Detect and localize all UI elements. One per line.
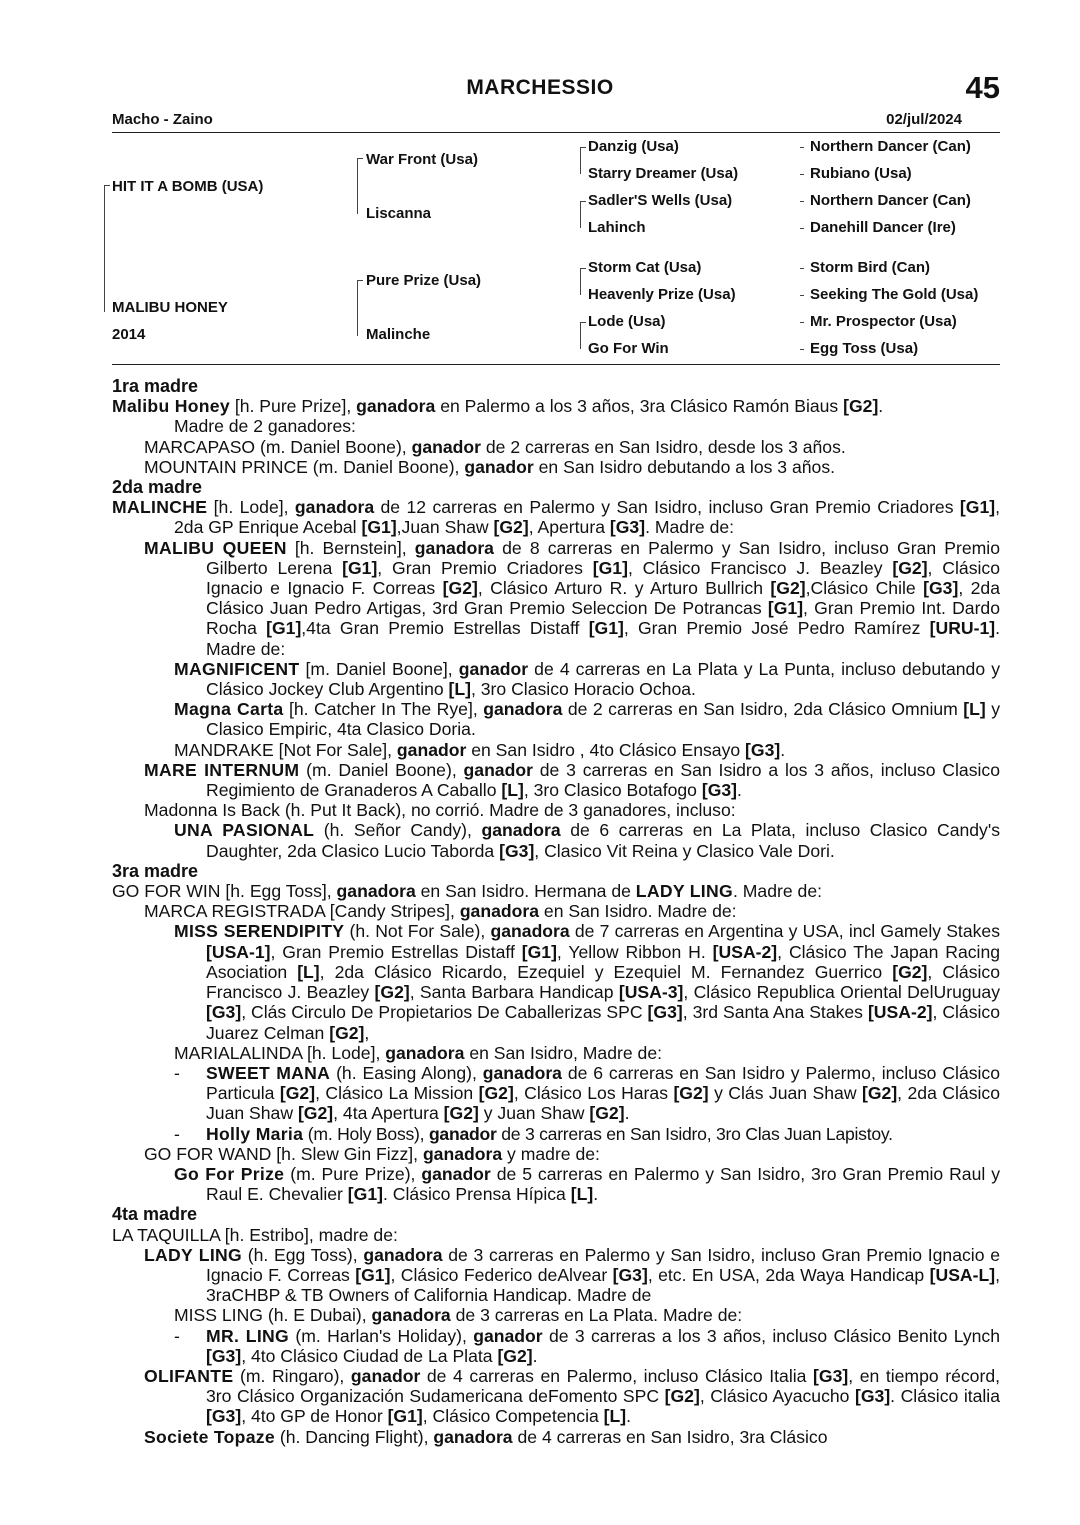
- progeny-entry: [112, 1305, 1000, 1325]
- emphasis: [G2]: [861, 1083, 898, 1104]
- text-run: (m. Harlan's Holiday),: [289, 1325, 474, 1346]
- page-number: 45: [965, 70, 1000, 105]
- text-run: de 3 carreras en La Plata. Madre de:: [450, 1305, 743, 1326]
- progeny-entry: [112, 1043, 1000, 1063]
- emphasis: [G1]: [266, 618, 302, 639]
- dash: [800, 322, 804, 323]
- text-run: ,: [364, 1022, 370, 1043]
- emphasis: ganadora: [422, 1143, 503, 1164]
- text-run: . Madre de:: [206, 618, 1000, 659]
- text-run: de 2 carreras en San Isidro, desde los 3 años.: [480, 436, 846, 457]
- text-run: . Madre de:: [645, 517, 735, 538]
- text-run: , 4to GP de Honor: [241, 1406, 388, 1427]
- text-run: en San Isidro. Madre de:: [539, 901, 737, 922]
- text-run: . Clásico italia: [890, 1386, 1001, 1407]
- horse-name: Magna Carta: [174, 699, 284, 720]
- emphasis: [G2]: [843, 396, 879, 417]
- text-run: de 2 carreras en San Isidro, 2da Clásico Omnium: [562, 699, 964, 720]
- text-run: , Clásico Federico deAlvear: [390, 1264, 613, 1285]
- text-run: .: [593, 1184, 599, 1205]
- dam-entry: [112, 881, 1000, 901]
- horse-name: SWEET MANA: [206, 1062, 331, 1083]
- g4-8: Egg Toss (Usa): [810, 340, 919, 357]
- g4-7: Mr. Prospector (Usa): [810, 313, 957, 330]
- text-run: de 8 carreras en Palermo y San Isidro, incluso Gran Premio Gilberto Lerena: [206, 537, 1000, 578]
- sire: HIT IT A BOMB (USA): [112, 178, 264, 195]
- emphasis: ganador: [428, 1123, 497, 1144]
- emphasis: [G1]: [592, 557, 628, 578]
- text-run: , 3ro Clasico Botafogo: [523, 780, 702, 801]
- g2-1: War Front (Usa): [366, 151, 478, 168]
- g3-6: Heavenly Prize (Usa): [588, 286, 736, 303]
- text-run: , Clásico Arturo R. y Arturo Bullrich: [477, 578, 771, 599]
- horse-name: MARE INTERNUM: [144, 759, 300, 780]
- text-run: , Yellow Ribbon H.: [556, 941, 713, 962]
- horse-name: Societe Topaze: [144, 1426, 275, 1447]
- horse-name: MAGNIFICENT: [174, 658, 300, 679]
- emphasis: [G3]: [701, 780, 738, 801]
- text-run: de 4 carreras en La Plata y La Punta, incluso debutando y Clásico Jockey Club Argentino: [206, 658, 1000, 700]
- dam-entry: [112, 497, 1000, 537]
- dam-entry: LA TAQUILLA [h. Estribo], madre de:: [112, 1224, 398, 1245]
- emphasis: ganadora: [371, 1305, 451, 1326]
- text-run: en Palermo a los 3 años, 3ra Clásico Ramón Biaus: [435, 396, 844, 417]
- emphasis: [G2]: [892, 557, 928, 578]
- progeny-entry: [112, 437, 1000, 457]
- g3-5: Storm Cat (Usa): [588, 259, 702, 276]
- text-run: , Clasico Vit Reina y Clasico Vale Dori.: [534, 840, 835, 861]
- g3-3: Sadler'S Wells (Usa): [588, 192, 733, 209]
- dash: [800, 201, 804, 202]
- dash: -: [174, 1062, 180, 1083]
- text-run: [m. Daniel Boone],: [299, 658, 459, 679]
- g3-2: Starry Dreamer (Usa): [588, 165, 739, 182]
- horse-name: LADY LING: [144, 1244, 243, 1265]
- section-heading: 3ra madre: [112, 860, 199, 881]
- text-run: , 2da Clásico Ricardo, Ezequiel y Ezequiel M. Fernandez Guerrico: [319, 961, 893, 982]
- text-run: , Clásico Ayacucho: [699, 1386, 855, 1407]
- horse-name: OLIFANTE: [144, 1365, 234, 1386]
- emphasis: [USA-1]: [206, 941, 271, 962]
- emphasis: ganadora: [414, 537, 494, 558]
- dash: [800, 295, 804, 296]
- text-run: y Clasico Empiric, 4ta Clasico Doria.: [206, 699, 1001, 740]
- g4-4: Danehill Dancer (Ire): [810, 219, 956, 236]
- progeny-entry: [112, 1366, 1000, 1427]
- text-run: y madre de:: [502, 1143, 600, 1164]
- progeny-entry: [112, 1124, 1000, 1144]
- progeny-entry: [112, 1245, 1000, 1306]
- g4-5: Storm Bird (Can): [810, 259, 930, 276]
- text-run: [h. Lode],: [207, 497, 295, 518]
- emphasis: [G3]: [206, 1406, 242, 1427]
- text-run: (h. Easing Along),: [330, 1062, 483, 1083]
- emphasis: [URU-1]: [929, 618, 996, 639]
- emphasis: ganadora: [363, 1244, 443, 1265]
- emphasis: [G2]: [770, 578, 806, 599]
- text-run: de 3 carreras en Palermo y San Isidro, incluso Gran Premio Ignacio e Ignacio F. Correas: [206, 1244, 1000, 1285]
- progeny-entry: [112, 538, 1000, 659]
- g3-8: Go For Win: [588, 340, 669, 357]
- emphasis: ganadora: [356, 396, 436, 417]
- emphasis: ganador: [421, 1163, 491, 1184]
- text-run: . Madre de:: [733, 881, 822, 902]
- text-run: , Clásico Francisco J. Beazley: [206, 961, 1001, 1003]
- text-run: MARCA REGISTRADA [Candy Stripes],: [144, 901, 460, 922]
- emphasis: [G2]: [478, 1083, 514, 1104]
- text-run: GO FOR WIN [h. Egg Toss],: [112, 881, 337, 902]
- pedigree-bracket-1: [104, 185, 110, 312]
- progeny-entry: [112, 1326, 1000, 1366]
- pedigree-rule: [112, 364, 1000, 365]
- emphasis: ganadora: [336, 881, 416, 902]
- text-run: MARIALALINDA [h. Lode],: [174, 1042, 386, 1063]
- dam-entry: [112, 396, 1000, 416]
- text-run: , 2da GP Enrique Acebal: [174, 497, 1000, 538]
- emphasis: [G2]: [443, 1103, 479, 1124]
- emphasis: [G1]: [347, 1184, 383, 1205]
- emphasis: [G2]: [329, 1022, 365, 1043]
- text-run: , Clás Circulo De Propietarios De Caballerizas SPC: [241, 1002, 648, 1023]
- emphasis: [G2]: [297, 1103, 334, 1124]
- emphasis: [G1]: [387, 1406, 423, 1427]
- dash: [800, 349, 804, 350]
- progeny-entry: [112, 1427, 1000, 1447]
- emphasis: [G1]: [355, 1264, 391, 1285]
- pedigree-bracket-5: [580, 201, 586, 228]
- text-run: (m. Holy Boss),: [303, 1123, 429, 1144]
- emphasis: ganadora: [433, 1426, 513, 1447]
- emphasis: [G3]: [206, 1002, 242, 1023]
- emphasis: [G1]: [521, 941, 557, 962]
- emphasis: ganador: [350, 1365, 421, 1386]
- g2-2: Liscanna: [366, 205, 432, 222]
- emphasis: ganador: [411, 436, 481, 457]
- dam: MALIBU HONEY: [112, 299, 228, 316]
- emphasis: [G3]: [813, 1365, 849, 1386]
- text-run: MANDRAKE [Not For Sale],: [174, 739, 397, 760]
- horse-name: Malibu Honey: [112, 396, 230, 417]
- text-run: en San Isidro, Madre de:: [464, 1042, 662, 1063]
- text-run: , Clásico Francisco J. Beazley: [627, 557, 893, 578]
- report-date: 02/jul/2024: [886, 111, 962, 128]
- horse-name: MR. LING: [206, 1325, 290, 1346]
- dash: [800, 174, 804, 175]
- progeny-entry: [112, 901, 1000, 921]
- progeny-entry: [112, 1063, 1000, 1124]
- emphasis: ganadora: [481, 820, 561, 841]
- text-run: , 3ro Clasico Horacio Ochoa.: [471, 679, 696, 700]
- text-run: , Clásico Juarez Celman: [206, 1002, 1001, 1043]
- text-run: (h. Señor Candy),: [314, 820, 482, 841]
- g4-3: Northern Dancer (Can): [810, 192, 971, 209]
- text-run: (h. Egg Toss),: [242, 1244, 364, 1265]
- text-run: , Gran Premio José Pedro Ramírez: [623, 618, 930, 639]
- text-run: GO FOR WAND [h. Slew Gin Fizz],: [144, 1143, 423, 1164]
- emphasis: ganador: [458, 658, 529, 679]
- g4-1: Northern Dancer (Can): [810, 138, 971, 155]
- horse-name-title: MARCHESSIO: [466, 76, 614, 99]
- progeny-entry: [112, 457, 1000, 477]
- text-run: (m. Daniel Boone),: [299, 759, 464, 780]
- emphasis: [L]: [963, 699, 986, 720]
- pedigree-bracket-4: [580, 147, 586, 174]
- emphasis: [L]: [603, 1406, 627, 1427]
- g2-4: Malinche: [366, 326, 431, 343]
- progeny-entry: [112, 659, 1000, 699]
- text-run: , 3raCHBP & TB Owners of California Handicap. Madre de: [206, 1264, 1000, 1306]
- text-run: , Gran Premio Criadores: [377, 557, 593, 578]
- emphasis: [G3]: [612, 1264, 648, 1285]
- text-run: .: [878, 396, 884, 417]
- progeny-entry: [112, 921, 1000, 1042]
- dash: [800, 228, 804, 229]
- text-run: , 2da Clásico Juan Shaw: [206, 1083, 1000, 1124]
- emphasis: [USA-2]: [867, 1002, 933, 1023]
- text-run: .: [737, 780, 742, 801]
- emphasis: [G2]: [374, 982, 410, 1003]
- emphasis: [G2]: [673, 1083, 709, 1104]
- progeny-entry: Madonna Is Back (h. Put It Back), no corrió. Madre de 3 ganadores, incluso:: [144, 800, 736, 821]
- g4-2: Rubiano (Usa): [810, 165, 912, 182]
- dash: -: [174, 1123, 180, 1144]
- progeny-entry: [112, 820, 1000, 860]
- header-rule: [112, 132, 1000, 133]
- text-run: , 2da Clásico Juan Pedro Artigas, 3rd Gran Premio Seleccion De Potrancas: [206, 578, 1000, 619]
- text-run: , Clásico Competencia: [422, 1406, 604, 1427]
- emphasis: ganadora: [482, 1062, 562, 1083]
- emphasis: [G2]: [497, 1345, 533, 1366]
- emphasis: [G3]: [923, 578, 959, 599]
- g3-7: Lode (Usa): [588, 313, 666, 330]
- emphasis: ganador: [473, 1325, 543, 1346]
- text-run: ,4ta Gran Premio Estrellas Distaff: [301, 618, 589, 639]
- progeny-entry: [112, 699, 1000, 739]
- text-run: ,Juan Shaw: [396, 517, 494, 538]
- pedigree-bracket-7: [580, 322, 586, 349]
- note-line: Madre de 2 ganadores:: [174, 416, 356, 437]
- section-heading: 2da madre: [112, 477, 203, 498]
- emphasis: ganadora: [459, 901, 540, 922]
- text-run: (m. Pure Prize),: [284, 1163, 422, 1184]
- text-run: , Clásico La Mission: [315, 1083, 479, 1104]
- text-run: , etc. En USA, 2da Waya Handicap: [647, 1264, 930, 1285]
- horse-name: Holly Maria: [206, 1123, 304, 1144]
- text-run: MOUNTAIN PRINCE (m. Daniel Boone),: [144, 456, 465, 477]
- text-run: [h. Pure Prize],: [229, 396, 357, 417]
- text-run: , Gran Premio Int. Dardo Rocha: [206, 598, 1000, 639]
- emphasis: ganadora: [385, 1042, 465, 1063]
- text-run: (m. Ringaro),: [233, 1365, 351, 1386]
- text-run: de 5 carreras en Palermo y San Isidro, 3ro Gran Premio Raul y Raul E. Chevalier: [206, 1163, 1000, 1205]
- text-run: de 4 carreras en San Isidro, 3ra Clásico: [512, 1426, 828, 1447]
- progeny-entry: [112, 760, 1000, 800]
- text-run: MISS LING (h. E Dubai),: [174, 1305, 372, 1326]
- emphasis: ganadora: [490, 921, 570, 942]
- text-run: de 3 carreras a los 3 años, incluso Clásico Benito Lynch: [542, 1325, 1000, 1346]
- emphasis: [G1]: [342, 557, 378, 578]
- emphasis: [G2]: [279, 1083, 316, 1104]
- text-run: de 7 carreras en Argentina y USA, incl Gamely Stakes: [569, 921, 1000, 942]
- text-run: . Clásico Prensa Hípica: [382, 1184, 571, 1205]
- pedigree-bracket-3: [357, 280, 363, 336]
- text-run: ,Clásico Chile: [805, 578, 924, 599]
- text-run: , 4ta Apertura: [333, 1103, 444, 1124]
- text-run: , Santa Barbara Handicap: [409, 982, 619, 1003]
- text-run: y Clás Juan Shaw: [708, 1083, 862, 1104]
- horse-name: MALINCHE: [112, 497, 208, 518]
- dash: [800, 268, 804, 269]
- emphasis: [G1]: [361, 517, 397, 538]
- text-run: .: [624, 1103, 630, 1124]
- emphasis: [G2]: [892, 961, 928, 982]
- text-run: .: [780, 739, 786, 760]
- emphasis: [USA-L]: [929, 1264, 996, 1285]
- dash: [800, 147, 804, 148]
- emphasis: [G2]: [442, 578, 478, 599]
- emphasis: [G3]: [647, 1002, 683, 1023]
- emphasis: [USA-3]: [618, 982, 684, 1003]
- dam-year: 2014: [112, 326, 146, 343]
- text-run: , 4to Clásico Ciudad de La Plata: [241, 1345, 498, 1366]
- progeny-entry: [112, 1144, 1000, 1164]
- emphasis: ganadora: [294, 497, 375, 518]
- text-run: , 3rd Santa Ana Stakes: [682, 1002, 868, 1023]
- horse-name: MISS SERENDIPITY: [174, 921, 345, 942]
- emphasis: ganador: [464, 456, 534, 477]
- horse-name: UNA PASIONAL: [174, 820, 315, 841]
- text-run: en San Isidro. Hermana de: [415, 881, 636, 902]
- g3-1: Danzig (Usa): [588, 138, 679, 155]
- text-run: , Clásico Republica Oriental DelUruguay: [683, 982, 1001, 1003]
- emphasis: [USA-2]: [712, 941, 778, 962]
- pedigree-bracket-6: [580, 268, 586, 295]
- horse-name: LADY LING: [635, 881, 733, 902]
- text-run: de 6 carreras en La Plata, incluso Clasico Candy's Daughter, 2da Clasico Lucio Taborda: [206, 820, 1001, 861]
- emphasis: [G3]: [499, 840, 535, 861]
- emphasis: [G3]: [854, 1386, 891, 1407]
- emphasis: [G1]: [588, 618, 624, 639]
- emphasis: [G2]: [493, 517, 529, 538]
- text-run: , Clásico The Japan Racing Asociation: [206, 941, 1001, 982]
- sex-coat: Macho - Zaino: [112, 111, 213, 128]
- text-run: , Apertura: [528, 517, 610, 538]
- emphasis: [L]: [501, 780, 524, 801]
- emphasis: [G2]: [589, 1103, 625, 1124]
- text-run: de 6 carreras en San Isidro y Palermo, incluso Clásico Particula: [206, 1062, 1001, 1104]
- text-run: [h. Catcher In The Rye],: [283, 699, 484, 720]
- horse-name: Go For Prize: [174, 1163, 285, 1184]
- text-run: de 12 carreras en Palermo y San Isidro, incluso Gran Premio Criadores: [374, 497, 960, 518]
- text-run: , Clásico Los Haras: [513, 1083, 674, 1104]
- emphasis: [G1]: [959, 497, 996, 518]
- text-run: .: [532, 1345, 538, 1366]
- text-run: MARCAPASO (m. Daniel Boone),: [144, 436, 412, 457]
- emphasis: ganadora: [483, 699, 563, 720]
- emphasis: ganador: [396, 739, 467, 760]
- text-run: y Juan Shaw: [478, 1103, 590, 1124]
- text-run: de 3 carreras en San Isidro a los 3 años, incluso Clasico Regimiento de Granaderos A Caballo: [206, 759, 1000, 801]
- emphasis: ganador: [463, 759, 533, 780]
- emphasis: [L]: [570, 1184, 594, 1205]
- text-run: , Clásico Ignacio e Ignacio F. Correas: [206, 557, 1000, 599]
- text-run: .: [626, 1406, 632, 1427]
- emphasis: [G3]: [206, 1345, 242, 1366]
- emphasis: [G2]: [664, 1386, 700, 1407]
- section-heading: 1ra madre: [112, 376, 199, 396]
- text-run: de 4 carreras en Palermo, incluso Clásico Italia: [420, 1365, 814, 1386]
- dash: -: [174, 1325, 180, 1346]
- text-run: de 3 carreras en San Isidro, 3ro Clas Juan Lapistoy.: [496, 1123, 893, 1144]
- horse-name: MALIBU QUEEN: [144, 537, 287, 558]
- section-heading: 4ta madre: [112, 1204, 198, 1225]
- produce-record: [112, 376, 1000, 1447]
- emphasis: [L]: [297, 961, 320, 982]
- g2-3: Pure Prize (Usa): [366, 272, 482, 289]
- progeny-entry: [112, 1164, 1000, 1204]
- emphasis: [G3]: [745, 739, 781, 760]
- emphasis: [L]: [448, 679, 471, 700]
- text-run: (h. Dancing Flight),: [274, 1426, 434, 1447]
- pedigree-bracket-2: [357, 158, 363, 214]
- progeny-entry: [112, 740, 1000, 760]
- g3-4: Lahinch: [588, 219, 646, 236]
- emphasis: [G3]: [609, 517, 646, 538]
- text-run: (h. Not For Sale),: [344, 921, 491, 942]
- text-run: , en tiempo récord, 3ro Clásico Organización Sudamericana deFomento SPC: [206, 1365, 1000, 1407]
- text-run: en San Isidro debutando a los 3 años.: [533, 456, 836, 477]
- text-run: en San Isidro , 4to Clásico Ensayo: [466, 739, 746, 760]
- text-run: [h. Bernstein],: [286, 537, 415, 558]
- g4-6: Seeking The Gold (Usa): [810, 286, 979, 303]
- text-run: , Gran Premio Estrellas Distaff: [270, 941, 522, 962]
- emphasis: [G1]: [767, 598, 804, 619]
